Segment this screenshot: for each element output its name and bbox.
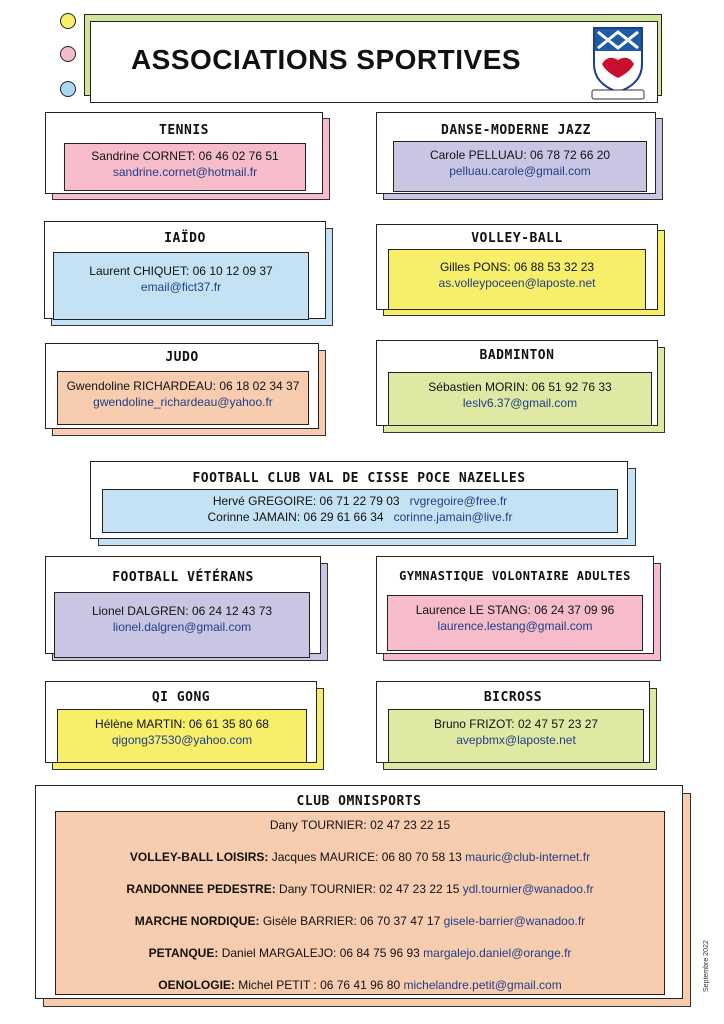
decor-dot-pink xyxy=(60,46,76,62)
town-crest-logo xyxy=(588,24,648,102)
card-bicross xyxy=(376,681,650,763)
card-omnisports xyxy=(35,785,683,999)
card-title: FOOTBALL CLUB VAL DE CISSE POCE NAZELLES xyxy=(192,471,526,486)
page-title: ASSOCIATIONS SPORTIVES xyxy=(130,44,522,75)
card-title: FOOTBALL VÉTÉRANS xyxy=(112,570,254,585)
contact-name-phone: Laurent CHIQUET: 06 10 12 09 37 xyxy=(89,264,273,278)
contact-email[interactable]: rvgregoire@free.fr xyxy=(409,494,508,508)
contact-email[interactable]: leslv6.37@gmail.com xyxy=(462,396,578,410)
contact-box xyxy=(64,143,306,191)
omnisports-box xyxy=(55,811,665,995)
card-title: DANSE-MODERNE JAZZ xyxy=(441,123,591,138)
contact-name-phone: Laurence LE STANG: 06 24 37 09 96 xyxy=(415,603,615,617)
contact-email[interactable]: mauric@club-internet.fr xyxy=(465,850,591,864)
card-volley xyxy=(376,224,658,310)
contact-line-1 xyxy=(103,493,617,509)
decor-dot-blue xyxy=(60,81,76,97)
activity-label: PETANQUE: xyxy=(148,946,219,960)
contact-email[interactable]: sandrine.cornet@hotmail.fr xyxy=(112,165,258,179)
card-qigong xyxy=(45,681,317,763)
card-title: JUDO xyxy=(165,350,199,365)
contact-email[interactable]: laurence.lestang@gmail.com xyxy=(437,619,593,633)
omnisports-line xyxy=(56,849,664,865)
contact-name-phone: Dany TOURNIER: 02 47 23 22 15 xyxy=(279,882,460,896)
contact-box xyxy=(57,371,309,425)
card-title: BADMINTON xyxy=(479,348,555,363)
contact-email[interactable]: lionel.dalgren@gmail.com xyxy=(112,620,252,634)
card-danse xyxy=(376,112,656,194)
contact-name-phone: Sandrine CORNET: 06 46 02 76 51 xyxy=(91,149,279,163)
omnisports-line xyxy=(56,945,664,961)
activity-label: RANDONNEE PEDESTRE: xyxy=(126,882,276,896)
contact-email[interactable]: avepbmx@laposte.net xyxy=(456,733,576,747)
card-badminton xyxy=(376,340,658,426)
contact-box xyxy=(387,595,643,651)
contact-email[interactable]: michelandre.petit@gmail.com xyxy=(403,978,562,992)
contact-box xyxy=(393,141,647,192)
contact-name-phone: Dany TOURNIER: 02 47 23 22 15 xyxy=(269,818,451,832)
contact-email[interactable]: qigong37530@yahoo.com xyxy=(111,733,253,747)
date-note: Septembre 2022 xyxy=(703,940,710,992)
omnisports-line xyxy=(56,977,664,993)
contact-name-phone: Jacques MAURICE: 06 80 70 58 13 xyxy=(271,850,462,864)
contact-box xyxy=(53,252,309,320)
contact-email[interactable]: gwendoline_richardeau@yahoo.fr xyxy=(93,395,273,409)
card-gym xyxy=(376,556,654,654)
contact-name-phone: Bruno FRIZOT: 02 47 57 23 27 xyxy=(433,717,599,731)
contact-name-phone: Hélène MARTIN: 06 61 35 80 68 xyxy=(95,717,269,731)
contact-name-phone: Sébastien MORIN: 06 51 92 76 33 xyxy=(428,380,612,394)
card-iaido xyxy=(44,221,326,319)
contact-name-phone: Lionel DALGREN: 06 24 12 43 73 xyxy=(91,604,273,618)
card-title: VOLLEY-BALL xyxy=(471,231,563,246)
contact-email[interactable]: as.volleypoceen@laposte.net xyxy=(438,276,596,290)
card-veterans xyxy=(45,556,321,654)
contact-line-2 xyxy=(103,509,617,525)
title-frame xyxy=(90,21,658,103)
card-title: BICROSS xyxy=(483,690,543,705)
card-judo xyxy=(45,343,319,429)
contact-name-phone: Daniel MARGALEJO: 06 84 75 96 93 xyxy=(221,946,420,960)
activity-label: VOLLEY-BALL LOISIRS: xyxy=(129,850,269,864)
decor-dot-yellow xyxy=(60,13,76,29)
contact-box xyxy=(57,709,307,763)
contact-box xyxy=(54,592,310,658)
contact-name-phone: Gilles PONS: 06 88 53 32 23 xyxy=(439,260,595,274)
activity-label: MARCHE NORDIQUE: xyxy=(134,914,260,928)
contact-email[interactable]: pelluau.carole@gmail.com xyxy=(449,164,591,178)
contact-box xyxy=(388,372,652,426)
contact-box xyxy=(102,489,618,533)
contact-email[interactable]: margalejo.daniel@orange.fr xyxy=(423,946,572,960)
contact-email[interactable]: email@fict37.fr xyxy=(140,280,222,294)
card-title: IAÏDO xyxy=(164,231,206,246)
contact-box xyxy=(388,249,646,310)
activity-label: OENOLOGIE: xyxy=(158,978,235,992)
contact-name-phone: Hervé GREGOIRE: 06 71 22 79 03 xyxy=(212,494,400,508)
contact-name-phone: Corinne JAMAIN: 06 29 61 66 34 xyxy=(207,510,384,524)
contact-email[interactable]: gisele-barrier@wanadoo.fr xyxy=(443,914,586,928)
contact-name-phone: Michel PETIT : 06 76 41 96 80 xyxy=(238,978,401,992)
contact-name-phone: Carole PELLUAU: 06 78 72 66 20 xyxy=(429,148,611,162)
omnisports-line xyxy=(56,881,664,897)
card-football xyxy=(90,461,628,539)
omnisports-line xyxy=(56,913,664,929)
contact-box xyxy=(388,709,644,763)
contact-email[interactable]: ydl.tournier@wanadoo.fr xyxy=(462,882,594,896)
card-title: GYMNASTIQUE VOLONTAIRE ADULTES xyxy=(399,569,631,583)
card-title: TENNIS xyxy=(159,123,209,138)
contact-email[interactable]: corinne.jamain@live.fr xyxy=(393,510,513,524)
card-title: QI GONG xyxy=(151,690,211,705)
contact-name-phone: Gisèle BARRIER: 06 70 37 47 17 xyxy=(262,914,441,928)
omnisports-line xyxy=(56,817,664,833)
contact-name-phone: Gwendoline RICHARDEAU: 06 18 02 34 37 xyxy=(66,379,300,393)
card-title: CLUB OMNISPORTS xyxy=(296,794,422,809)
card-tennis xyxy=(45,112,323,194)
